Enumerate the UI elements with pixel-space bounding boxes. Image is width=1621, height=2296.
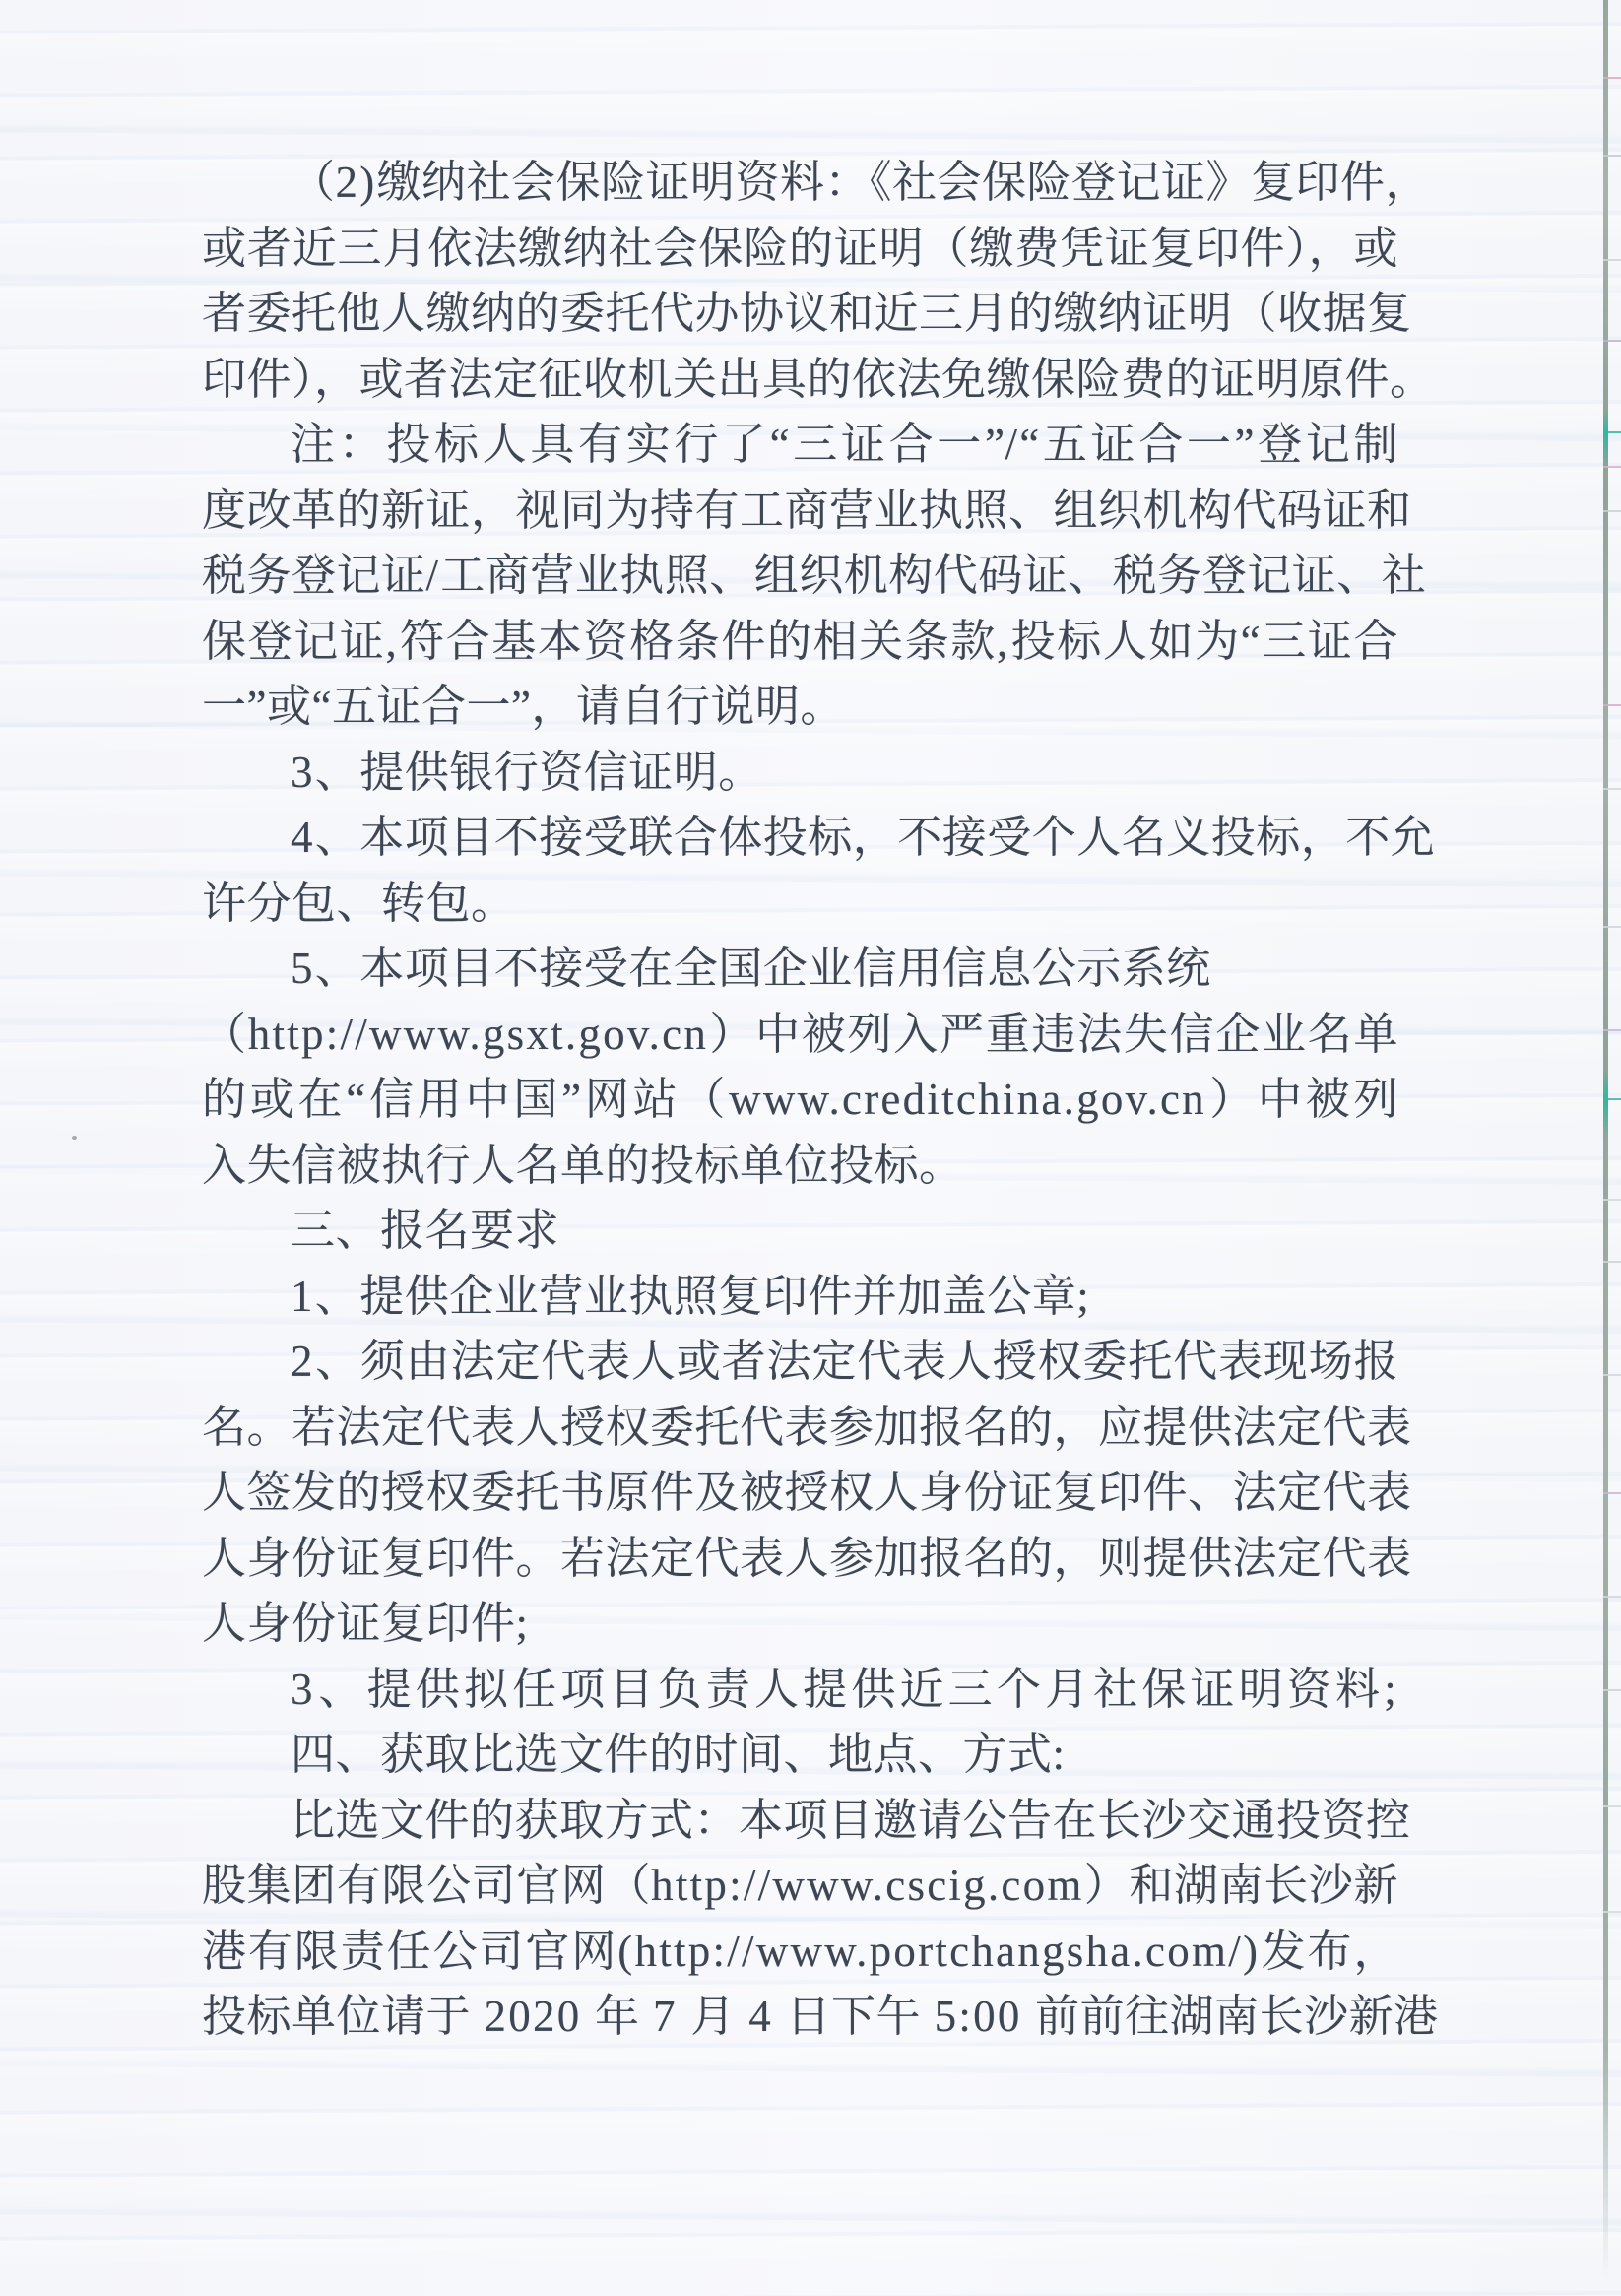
text-line: 港有限责任公司官网(http://www.portchangsha.com/)发布， (202, 1926, 1398, 1976)
scanner-vertical-line-artifact (1603, 0, 1608, 2277)
scanner-tick-artifact (1603, 510, 1621, 512)
text-line: 3、提供拟任项目负责人提供近三个月社保证明资料; (291, 1664, 1398, 1714)
text-line: 或者近三月依法缴纳社会保险的证明（缴费凭证复印件），或 (202, 223, 1398, 273)
scanner-tick-artifact (1603, 155, 1621, 157)
scanner-tick-artifact (1603, 926, 1621, 928)
text-line: 保登记证,符合基本资格条件的相关条款,投标人如为“三证合 (202, 616, 1398, 666)
text-line: 的或在“信用中国”网站（www.creditchina.gov.cn）中被列 (202, 1075, 1398, 1124)
text-line: 1、提供企业营业执照复印件并加盖公章; (291, 1271, 1092, 1321)
scanner-tick-artifact (1603, 704, 1621, 706)
text-line: 税务登记证/工商营业执照、组织机构代码证、税务登记证、社 (202, 551, 1427, 600)
text-line: 注：投标人具有实行了“三证合一”/“五证合一”登记制 (291, 420, 1398, 469)
scanner-tick-artifact (1603, 1374, 1621, 1376)
scanner-tick-artifact (1603, 340, 1621, 342)
text-line: 印件），或者法定征收机关出具的依法免缴保险费的证明原件。 (202, 354, 1435, 404)
text-line: 三、报名要求 (291, 1206, 560, 1255)
scanner-tick-artifact (1603, 1029, 1621, 1031)
scanner-tick-artifact (1603, 1805, 1621, 1807)
scanner-tick-artifact (1603, 431, 1621, 433)
text-line: 一”或“五证合一”，请自行说明。 (202, 682, 845, 731)
text-line: 比选文件的获取方式：本项目邀请公告在长沙交通投资控 (291, 1795, 1411, 1845)
text-line: 度改革的新证，视同为持有工商营业执照、组织机构代码证和 (202, 485, 1412, 535)
scanner-tick-artifact (1603, 1199, 1621, 1201)
text-line: 3、提供银行资信证明。 (291, 747, 763, 797)
text-line: 2、须由法定代表人或者法定代表人授权委托代表现场报 (291, 1337, 1398, 1386)
scanner-tick-artifact (1603, 1492, 1621, 1494)
text-line: 4、本项目不接受联合体投标，不接受个人名义投标，不允 (291, 813, 1436, 862)
text-line: 人身份证复印件; (202, 1599, 531, 1648)
text-line: 名。若法定代表人授权委托代表参加报名的，应提供法定代表 (202, 1402, 1412, 1452)
text-line: 投标单位请于 2020 年 7 月 4 日下午 5:00 前前往湖南长沙新港 (202, 1992, 1439, 2041)
text-line: 四、获取比选文件的时间、地点、方式: (291, 1730, 1068, 1779)
scanner-tick-artifact (1603, 466, 1621, 468)
ink-dot-artifact (72, 1136, 77, 1140)
text-line: 许分包、转包。 (202, 878, 516, 928)
text-line: 5、本项目不接受在全国企业信用信息公示系统 (291, 944, 1211, 993)
text-line: （2)缴纳社会保险证明资料：《社会保险登记证》复印件， (291, 158, 1431, 207)
scanner-tick-artifact (1603, 1689, 1621, 1691)
scanner-tick-artifact (1603, 77, 1621, 79)
scanner-tick-artifact (1603, 1261, 1621, 1263)
text-line: 人签发的授权委托书原件及被授权人身份证复印件、法定代表 (202, 1468, 1412, 1517)
scanner-tick-artifact (1603, 788, 1621, 790)
text-line: （http://www.gsxt.gov.cn）中被列入严重违法失信企业名单 (202, 1009, 1398, 1059)
scanner-tick-artifact (1603, 1098, 1621, 1100)
document-body (202, 150, 1439, 2050)
scanner-tick-artifact (1603, 1911, 1621, 1913)
text-line: 入失信被执行人名单的投标单位投标。 (202, 1140, 964, 1190)
text-line: 者委托他人缴纳的委托代办协议和近三月的缴纳证明（收据复 (202, 289, 1412, 338)
text-line: 股集团有限公司官网（http://www.cscig.com）和湖南长沙新 (202, 1861, 1398, 1910)
scanner-tick-artifact (1603, 259, 1621, 261)
scanner-tick-artifact (1603, 1596, 1621, 1598)
text-line: 人身份证复印件。若法定代表人参加报名的，则提供法定代表 (202, 1533, 1412, 1583)
